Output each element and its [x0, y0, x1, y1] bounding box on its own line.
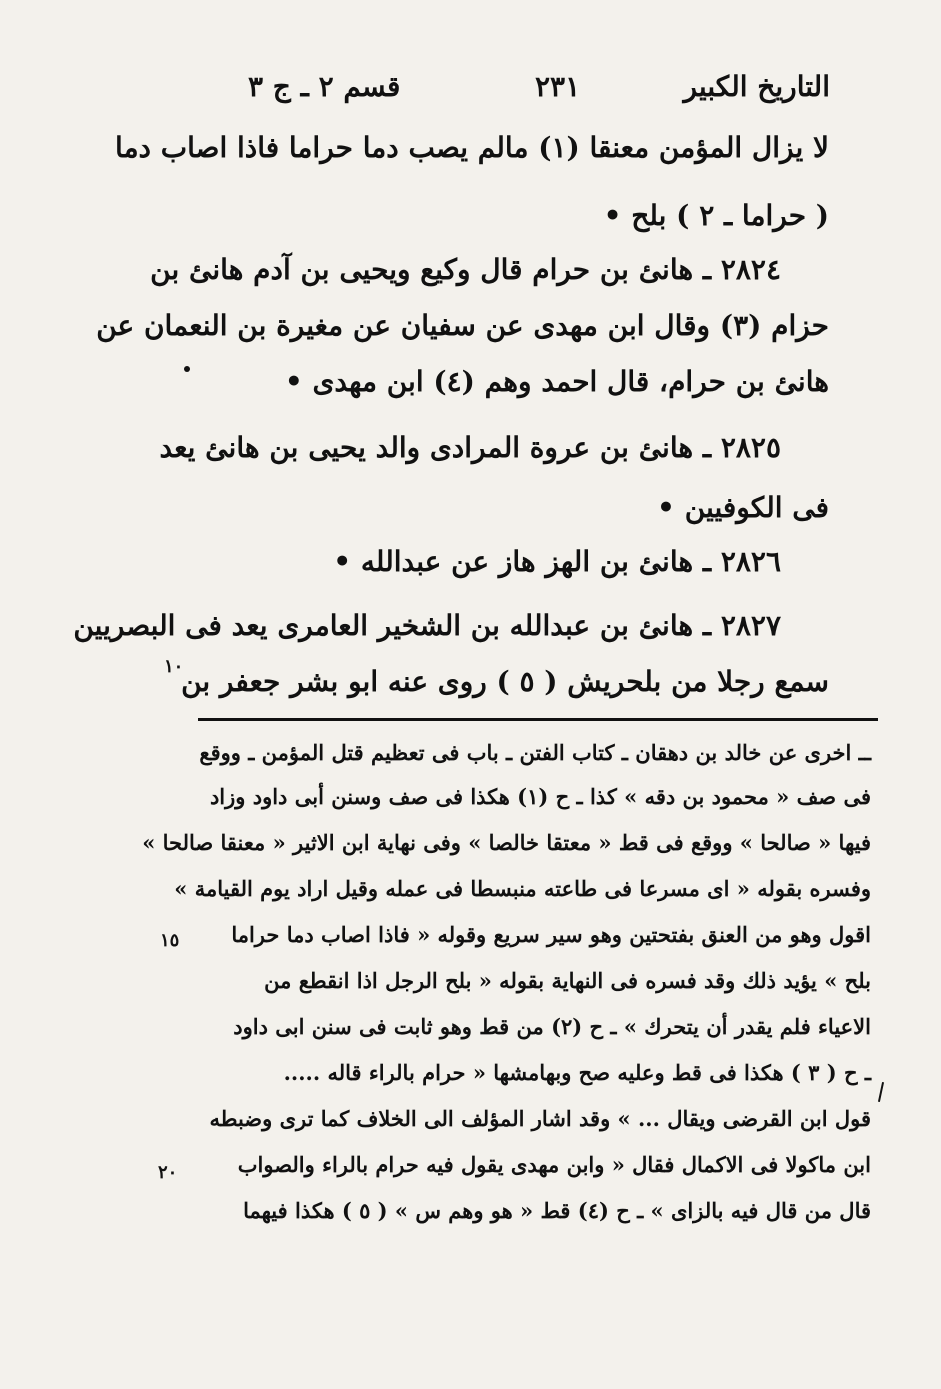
page-number: ٢٣١ [535, 70, 581, 103]
main-line: فى الكوفيين • [657, 491, 829, 524]
main-line: هانئ بن حرام، قال احمد وهم (٤) ابن مهدى • [284, 365, 829, 398]
footnote-line: قال من قال فيه بالزاى » ـ ح (٤) قط « هو وهم س » ( ٥ ) هكذا فيهما [243, 1198, 871, 1223]
margin-mark [184, 366, 190, 372]
footnote-line: قول ابن القرضى ويقال ... » وقد اشار المؤلف الى الخلاف كما ترى وضبطه [209, 1106, 871, 1131]
entry-2824: ٢٨٢٤ ـ هانئ بن حرام قال وكيع ويحيى بن آدم هانئ بن [150, 253, 781, 286]
margin-mark [878, 1082, 884, 1102]
line-number-margin: ٢٠ [158, 1162, 178, 1183]
footnote-divider [198, 718, 878, 721]
footnote-line: الاعياء فلم يقدر أن يتحرك » ـ ح (٢) من قط وهو ثابت فى سنن ابى داود [233, 1014, 871, 1039]
footnote-line: اقول وهو من العنق بفتحتين وهو سير سريع وقوله « فاذا اصاب دما حراما [231, 922, 871, 947]
line-number-margin: ١٥ [160, 930, 180, 951]
footnote-line: وفسره بقوله « اى مسرعا فى طاعته منبسطا فى عمله وقيل اراد يوم القيامة » [174, 876, 871, 901]
entry-2827: ٢٨٢٧ ـ هانئ بن عبدالله بن الشخير العامرى يعد فى البصريين [73, 609, 781, 642]
main-line: لا يزال المؤمن معنقا (١) مالم يصب دما حراما فاذا اصاب دما [115, 131, 829, 164]
footnote-line: فى صف « محمود بن دقه » كذا ـ ح (١) هكذا فى صف وسنن أبى داود وزاد [209, 784, 871, 809]
footnote-line: ابن ماكولا فى الاكمال فقال « وابن مهدى يقول فيه حرام بالراء والصواب [237, 1152, 871, 1177]
entry-2825: ٢٨٢٥ ـ هانئ بن عروة المرادى والد يحيى بن هانئ يعد [159, 431, 781, 464]
main-line: سمع رجلا من بلحريش ( ٥ ) روى عنه ابو بشر جعفر بن [181, 665, 829, 698]
book-title: التاريخ الكبير [683, 70, 830, 103]
footnote-line: بلح » يؤيد ذلك وقد فسره فى النهاية بقوله « بلح الرجل اذا انقطع من [264, 968, 871, 993]
footnote-line: ـ ح ( ٣ ) هكذا فى قط وعليه صح وبهامشها « حرام بالراء قاله ..... [283, 1060, 871, 1085]
main-line: حزام (٣) وقال ابن مهدى عن سفيان عن مغيرة بن النعمان عن [96, 309, 829, 342]
footnote-line: فيها « صالحا » ووقع فى قط « معتقا خالصا » وفى نهاية ابن الاثير « معنقا صالحا » [142, 830, 871, 855]
page-header [240, 70, 840, 114]
footnote-line: ــ اخرى عن خالد بن دهقان ـ كتاب الفتن ـ باب فى تعظيم قتل المؤمن ـ ووقع [199, 740, 871, 765]
entry-2826: ٢٨٢٦ ـ هانئ بن الهز هاز عن عبدالله • [333, 545, 781, 578]
section-label: قسم ٢ ـ ج ٣ [248, 70, 401, 103]
main-line: ( حراما ـ ٢ ) بلح • [603, 199, 829, 232]
line-number-margin: ١٠ [164, 656, 184, 677]
